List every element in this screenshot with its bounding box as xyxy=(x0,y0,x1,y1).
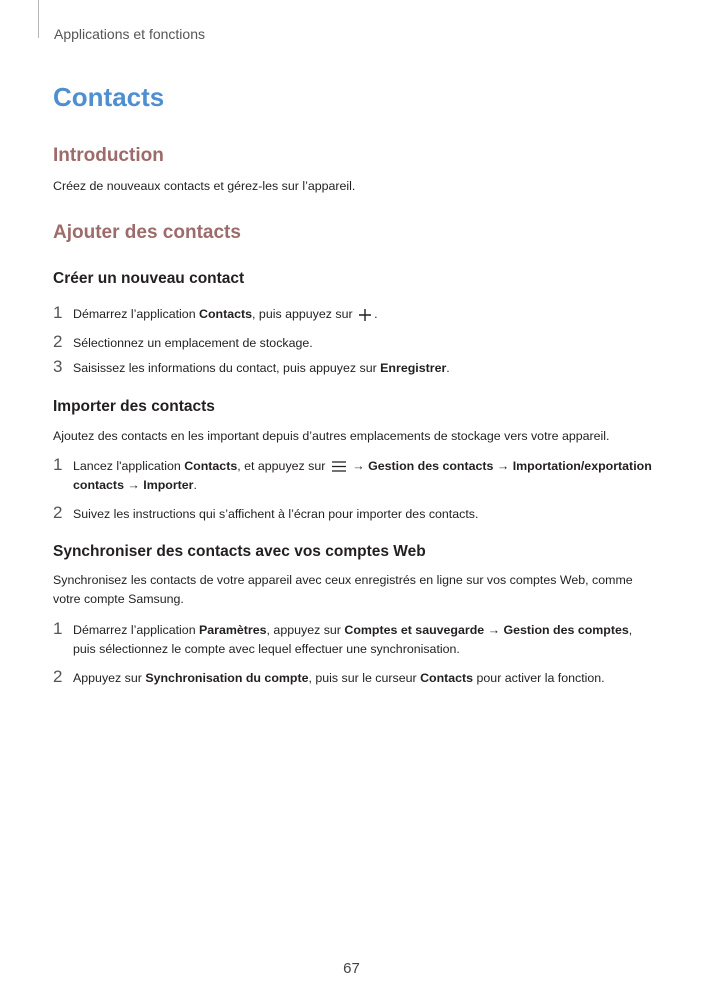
running-header: Applications et fonctions xyxy=(54,26,205,42)
importer-intro: Ajoutez des contacts en les important depuis d’autres emplacements de stockage vers votre appareil. xyxy=(53,429,610,443)
importer-step-1: 1 Lancez l'application Contacts, et appuyez sur → Gestion des contacts → Importation/exportation contacts → Importer. xyxy=(53,455,652,492)
introduction-heading: Introduction xyxy=(53,145,164,166)
step-number: 3 xyxy=(53,357,63,376)
chapter-title: Contacts xyxy=(53,82,165,112)
synchroniser-step-1: 1 Démarrez l’application Paramètres, appuyez sur Comptes et sauvegarde → Gestion des comptes, puis sélectionnez le compte avec lequel effectuer une synchronisation. xyxy=(53,619,633,656)
introduction-text: Créez de nouveaux contacts et gérez-les sur l’appareil. xyxy=(53,179,356,193)
creer-step-1: 1 Démarrez l’application Contacts, puis appuyez sur . xyxy=(53,303,378,322)
step-number: 1 xyxy=(53,619,63,638)
step-number: 1 xyxy=(53,303,63,322)
step-number: 2 xyxy=(53,503,63,522)
creer-heading: Créer un nouveau contact xyxy=(53,270,245,287)
ajouter-heading: Ajouter des contacts xyxy=(53,222,241,243)
synchroniser-heading: Synchroniser des contacts avec vos comptes Web xyxy=(53,543,426,560)
step-number: 2 xyxy=(53,667,63,686)
menu-icon xyxy=(331,460,347,473)
importer-heading: Importer des contacts xyxy=(53,398,215,415)
page-margin-rule xyxy=(38,0,39,38)
creer-step-3: 3 Saisissez les informations du contact, puis appuyez sur Enregistrer. xyxy=(53,357,450,376)
importer-step-2: 2 Suivez les instructions qui s’affichent à l’écran pour importer des contacts. xyxy=(53,503,479,522)
creer-step-2: 2 Sélectionnez un emplacement de stockage. xyxy=(53,332,313,351)
plus-icon xyxy=(358,308,372,322)
step-number: 1 xyxy=(53,455,63,474)
synchroniser-step-2: 2 Appuyez sur Synchronisation du compte, puis sur le curseur Contacts pour activer la fonction. xyxy=(53,667,605,686)
synchroniser-intro: Synchronisez les contacts de votre appareil avec ceux enregistrés en ligne sur vos comptes Web, comme votre compte Samsung. xyxy=(53,573,633,606)
step-number: 2 xyxy=(53,332,63,351)
page-number: 67 xyxy=(343,960,360,977)
